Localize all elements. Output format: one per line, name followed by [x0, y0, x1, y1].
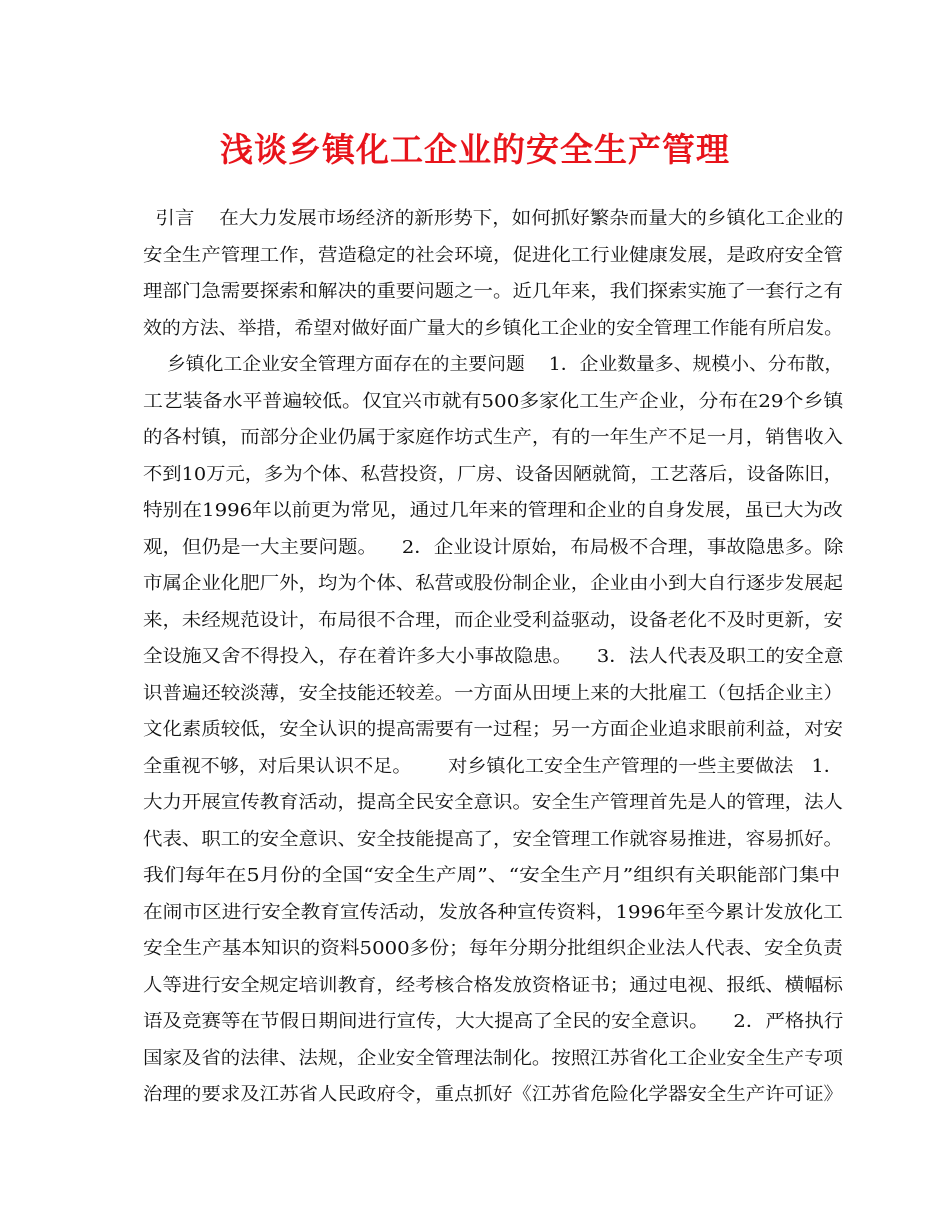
- body-line: 安全生产基本知识的资料5000多份；每年分期分批组织企业法人代表、安全负责: [143, 938, 843, 959]
- body-line: 全重视不够，对后果认识不足。 对乡镇化工安全生产管理的一些主要做法 1．: [143, 755, 843, 777]
- body-line: 理部门急需要探索和解决的重要问题之一。近几年来，我们探索实施了一套行之有: [143, 281, 843, 302]
- body-line: 全设施又舍不得投入，存在着许多大小事故隐患。 3．法人代表及职工的安全意: [143, 646, 844, 667]
- body-line: 的各村镇，而部分企业仍属于家庭作坊式生产，有的一年生产不足一月，销售收入: [143, 427, 843, 448]
- body-line: 乡镇化工企业安全管理方面存在的主要问题 1．企业数量多、规模小、分布散，: [143, 354, 844, 375]
- body-line: 文化素质较低，安全认识的提高需要有一过程；另一方面企业追求眼前利益，对安: [143, 719, 843, 740]
- body-line: 在闹市区进行安全教育宣传活动，发放各种宣传资料，1996年至今累计发放化工: [143, 901, 843, 923]
- body-line: 国家及省的法律、法规，企业安全管理法制化。按照江苏省化工企业安全生产专项: [143, 1047, 843, 1069]
- page-title: 浅谈乡镇化工企业的安全生产管理: [220, 130, 730, 169]
- body-line: 工艺装备水平普遍较低。仅宜兴市就有500多家化工生产企业，分布在29个乡镇: [143, 390, 844, 412]
- body-line: 不到10万元，多为个体、私营投资，厂房、设备因陋就简，工艺落后，设备陈旧，: [143, 463, 843, 485]
- article-body: [143, 201, 843, 1114]
- body-line: 人等进行安全规定培训教育，经考核合格发放资格证书；通过电视、报纸、横幅标: [143, 974, 843, 996]
- body-line: 观，但仍是一大主要问题。 2．企业设计原始，布局极不合理，事故隐患多。除: [143, 536, 844, 558]
- body-line: 识普遍还较淡薄，安全技能还较差。一方面从田埂上来的大批雇工（包括企业主）: [143, 682, 843, 704]
- body-line: 治理的要求及江苏省人民政府令，重点抓好《江苏省危险化学器安全生产许可证》: [143, 1084, 843, 1105]
- body-line: 来，未经规范设计，布局很不合理，而企业受利益驱动，设备老化不及时更新，安: [143, 609, 843, 631]
- body-line: 特别在1996年以前更为常见，通过几年来的管理和企业的自身发展，虽已大为改: [143, 500, 843, 521]
- body-line: 市属企业化肥厂外，均为个体、私营或股份制企业，企业由小到大自行逐步发展起: [143, 573, 843, 594]
- body-line: 语及竞赛等在节假日期间进行宣传，大大提高了全民的安全意识。 2．严格执行: [143, 1011, 844, 1032]
- body-line: 安全生产管理工作，营造稳定的社会环境，促进化工行业健康发展，是政府安全管: [143, 244, 843, 266]
- body-line: 引言 在大力发展市场经济的新形势下，如何抓好繁杂而量大的乡镇化工企业的: [143, 208, 844, 229]
- body-line: 效的方法、举措，希望对做好面广量大的乡镇化工企业的安全管理工作能有所启发。: [143, 317, 843, 339]
- body-line: 我们每年在5月份的全国“安全生产周”、“安全生产月”组织有关职能部门集中: [143, 865, 841, 886]
- body-line: 代表、职工的安全意识、安全技能提高了，安全管理工作就容易推进，容易抓好。: [143, 828, 843, 850]
- body-line: 大力开展宣传教育活动，提高全民安全意识。安全生产管理首先是人的管理，法人: [143, 792, 843, 813]
